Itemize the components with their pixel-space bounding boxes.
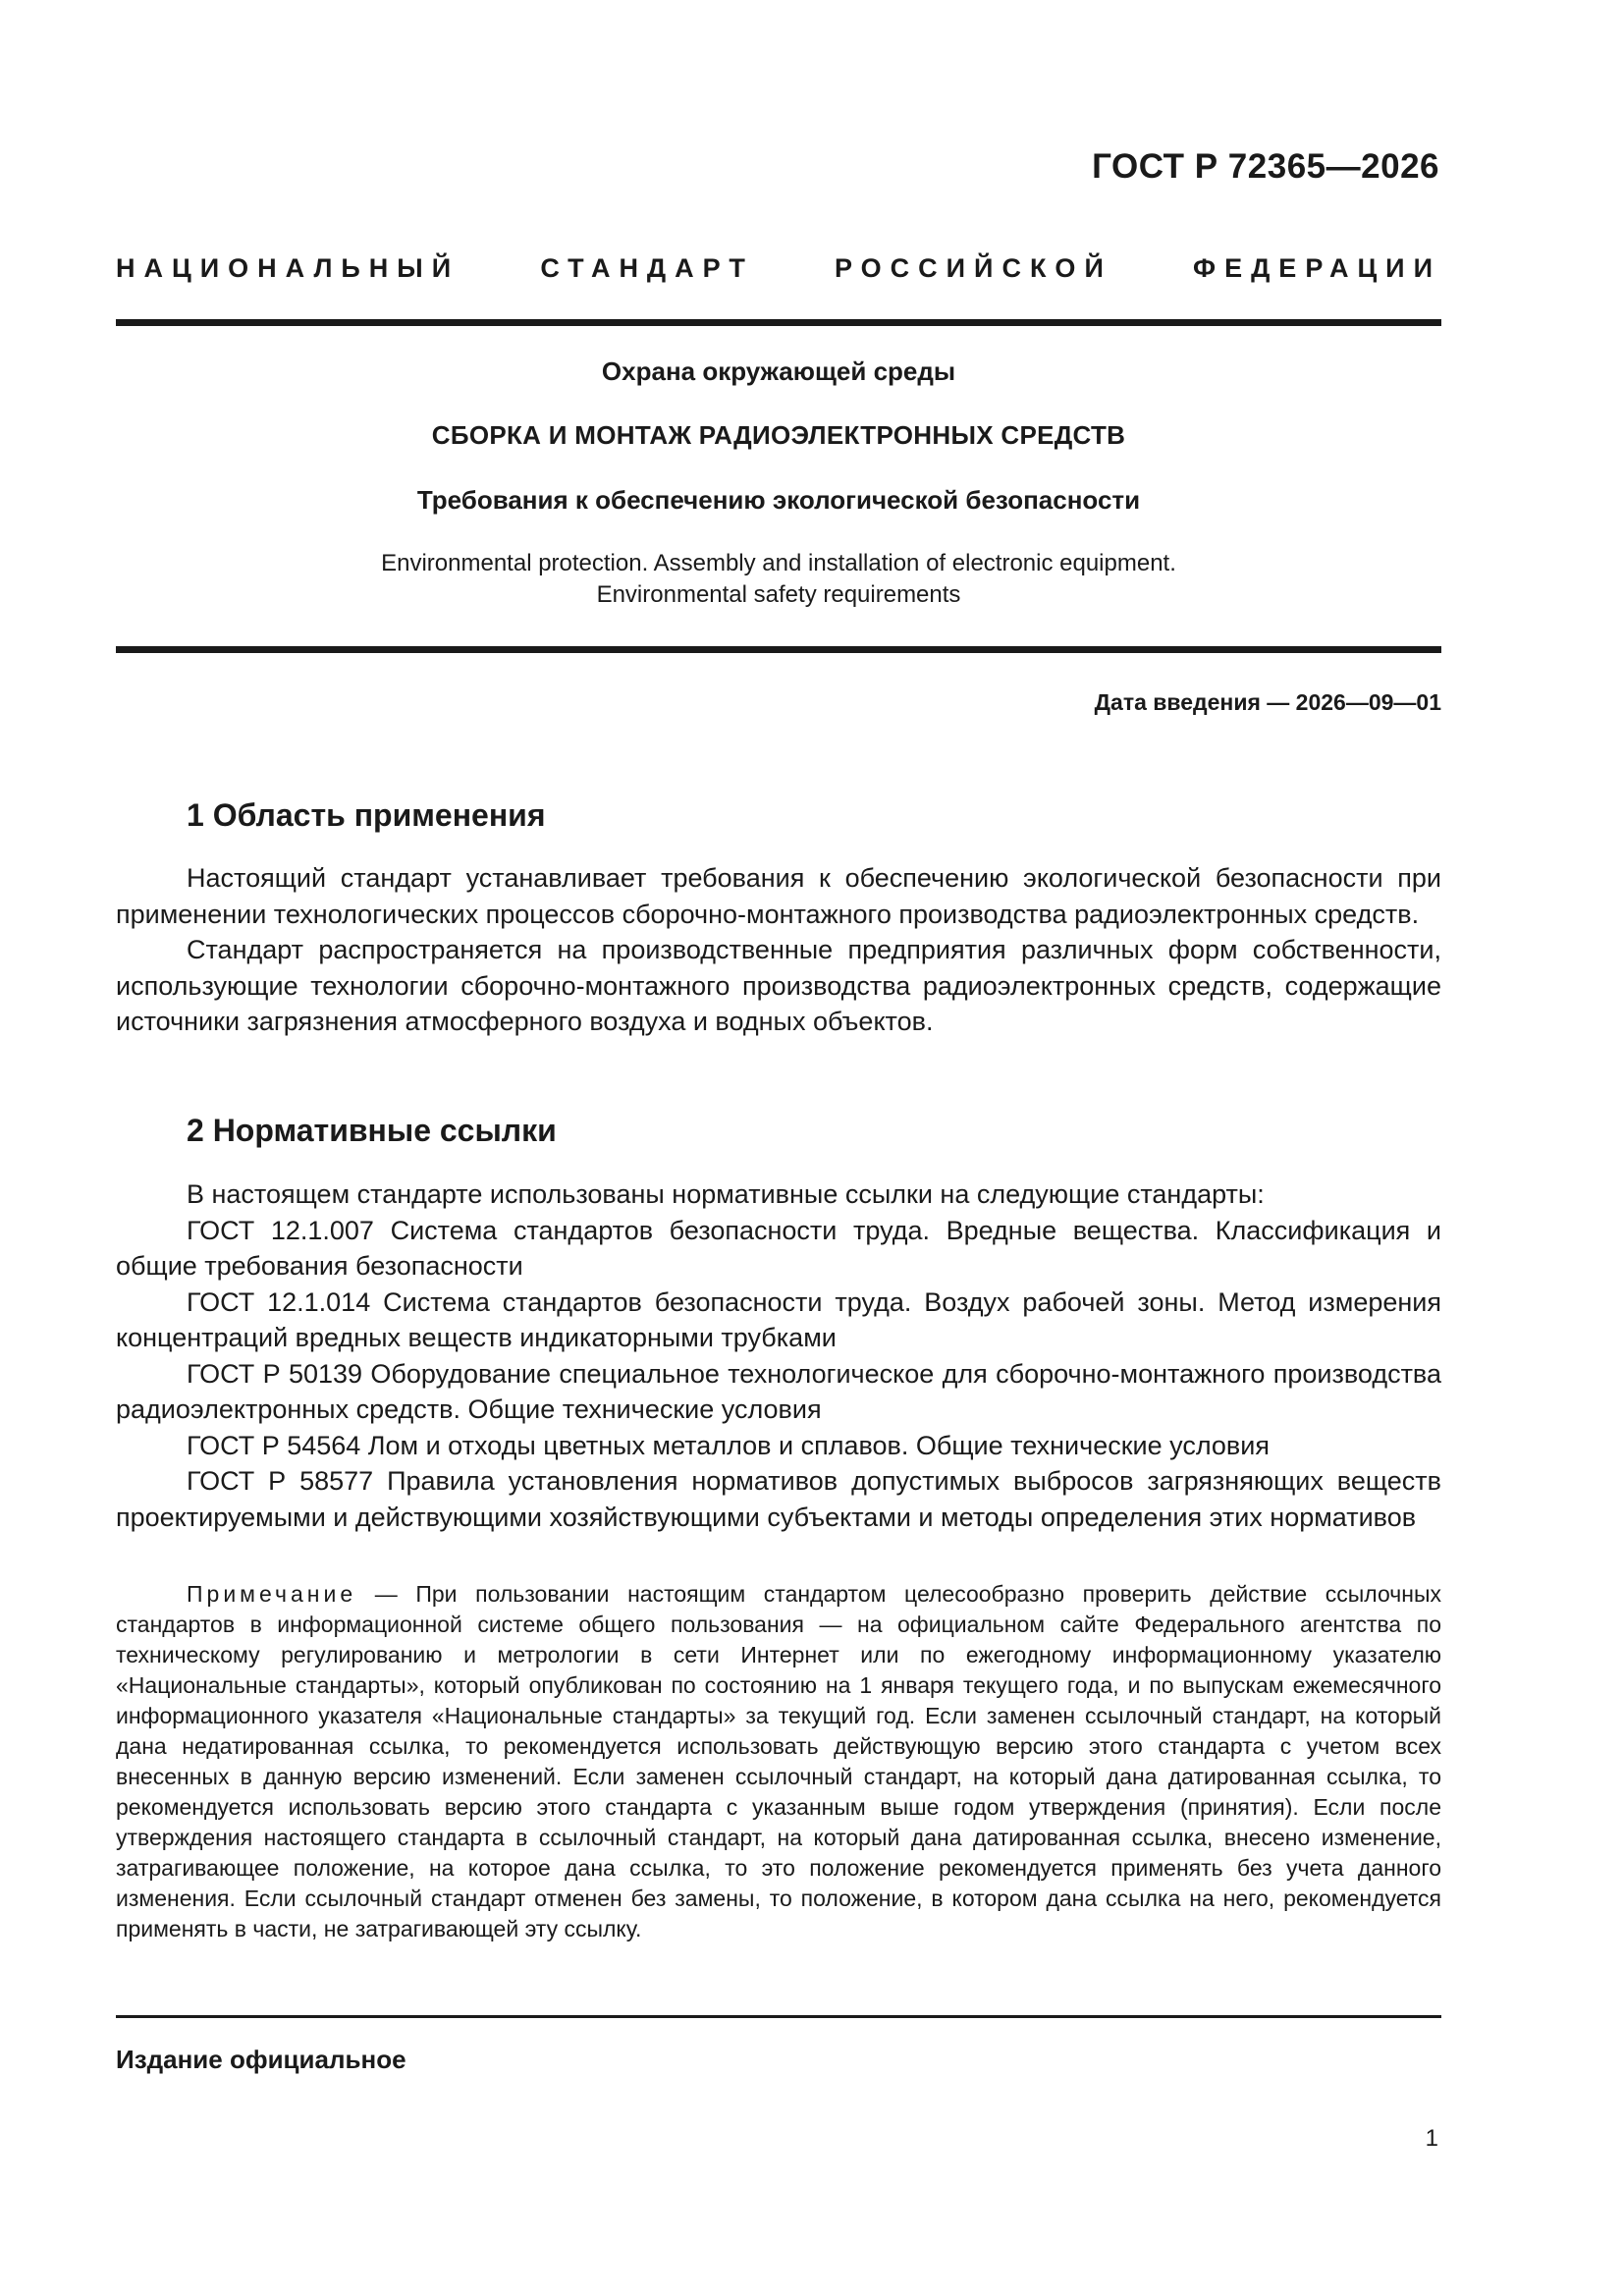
page-number: 1 (1425, 2125, 1438, 2152)
note-label: Примечание (187, 1581, 357, 1607)
reference-item: ГОСТ Р 58577 Правила установления нормативов допустимых выбросов загрязняющих веществ проектируемыми и действующими хозяйствующими субъектами и методы определения этих нормативов (116, 1466, 1441, 1532)
standard-subject: Охрана окружающей среды (601, 356, 956, 386)
header-divider (116, 319, 1441, 326)
paragraph: Настоящий стандарт устанавливает требования к обеспечению экологической безопасности при применении технологических процессов сборочно-монтажного производства радиоэлектронных средств. (116, 863, 1441, 929)
title-divider (116, 646, 1441, 653)
document-number: ГОСТ Р 72365—2026 (1092, 147, 1439, 186)
english-title-line: Environmental safety requirements (596, 581, 961, 608)
reference-item: ГОСТ 12.1.014 Система стандартов безопасности труда. Воздух рабочей зоны. Метод измерения концентраций вредных веществ индикаторными трубками (116, 1286, 1441, 1352)
official-edition-label: Издание официальное (116, 2045, 406, 2074)
note-text: — При пользовании настоящим стандартом целесообразно проверить действие ссылочных стандартов в информационной системе общего пользования — на официальном сайте Федерального агентства по техническому регулированию и метрологии в сети Интернет или по ежегодному информационному указателю «Национальные стандарты», который опубликован по состоянию на 1 января текущего года, и по выпускам ежемесячного информационного указателя «Национальные стандарты» за текущий год. Если заменен ссылочный стандарт, на который дана недатированная ссылка, то рекомендуется использовать действующую версию этого стандарта с учетом всех внесенных в данную версию изменений. Если заменен ссылочный стандарт, на который дана датированная ссылка, то рекомендуется использовать версию этого стандарта с указанным выше годом утверждения (принятия). Если после утверждения настоящего стандарта в ссылочный стандарт, на который дана датированная ссылка, внесено изменение, затрагивающее положение, на которое дана ссылка, то это положение рекомендуется применять без учета данного изменения. Если ссылочный стандарт отменен без замены, то положение, в котором дана ссылка на него, рекомендуется применять в части, не затрагивающей эту ссылку. (116, 1581, 1441, 1941)
paragraph: Стандарт распространяется на производственные предприятия различных форм собственности, использующие технологии сборочно-монтажного производства радиоэлектронных средств, содержащие источники загрязнения атмосферного воздуха и водных объектов. (116, 935, 1441, 1036)
standard-title: СБОРКА И МОНТАЖ РАДИОЭЛЕКТРОННЫХ СРЕДСТВ (431, 420, 1126, 450)
english-title-line: Environmental protection. Assembly and installation of electronic equipment. (381, 550, 1176, 576)
footer-divider (116, 2015, 1441, 2018)
standard-subtitle: Требования к обеспечению экологической безопасности (416, 485, 1141, 515)
paragraph: В настоящем стандарте использованы нормативные ссылки на следующие стандарты: (187, 1179, 1265, 1209)
introduction-date: Дата введения — 2026—09—01 (1094, 689, 1441, 715)
reference-item: ГОСТ Р 54564 Лом и отходы цветных металлов и сплавов. Общие технические условия (187, 1430, 1270, 1460)
note (116, 1579, 1441, 1944)
reference-item: ГОСТ Р 50139 Оборудование специальное технологическое для сборочно-монтажного производства радиоэлектронных средств. Общие технические условия (116, 1358, 1441, 1424)
reference-item: ГОСТ 12.1.007 Система стандартов безопасности труда. Вредные вещества. Классификация и общие требования безопасности (116, 1215, 1441, 1281)
section-heading-scope: 1 Область применения (187, 797, 546, 833)
section-body-normative-references (116, 1176, 1441, 1535)
national-standard-title: НАЦИОНАЛЬНЫЙ СТАНДАРТ РОССИЙСКОЙ ФЕДЕРАЦИИ (116, 253, 1441, 283)
section-body-scope (116, 860, 1441, 1040)
english-title (116, 548, 1441, 611)
section-heading-normative-references: 2 Нормативные ссылки (187, 1113, 557, 1148)
